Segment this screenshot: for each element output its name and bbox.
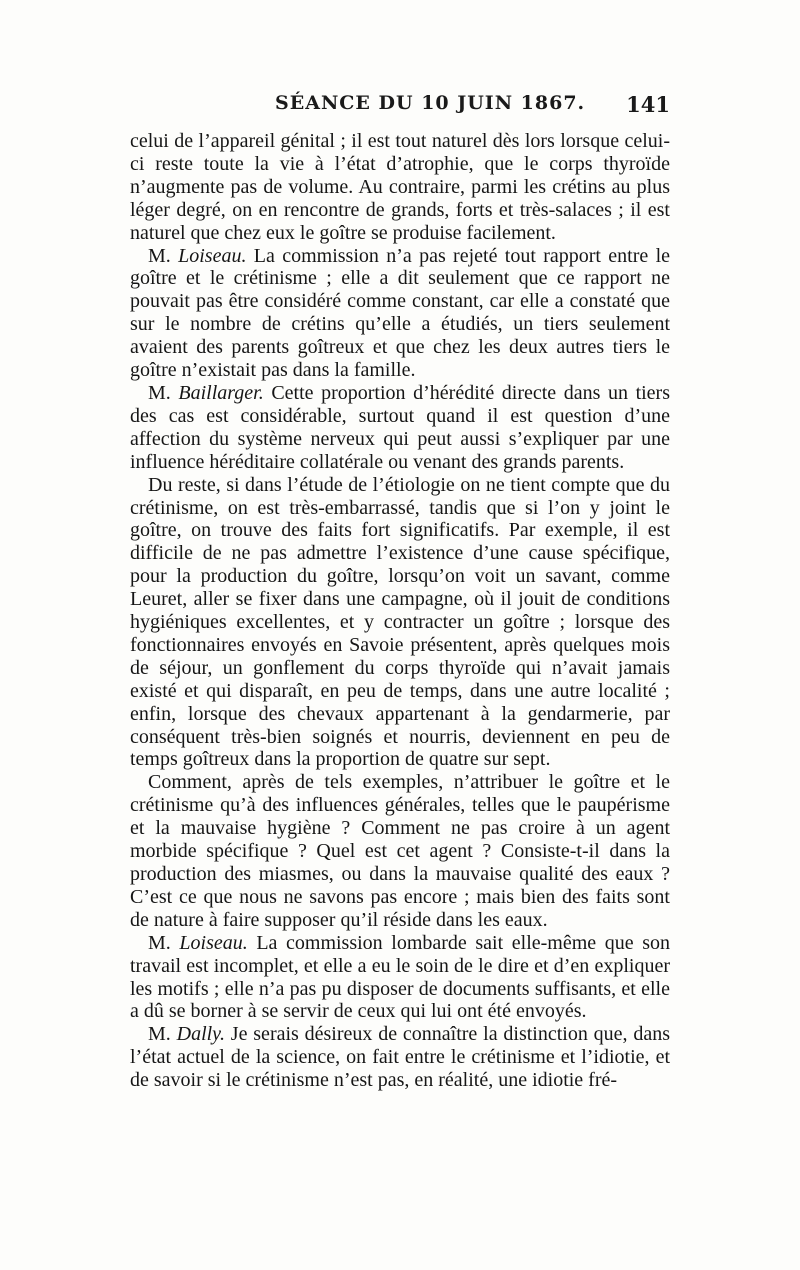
paragraph: [130, 245, 670, 382]
speaker-name: Loiseau.: [178, 244, 247, 267]
speaker-prefix: M.: [148, 244, 171, 267]
speaker-prefix: M.: [148, 1023, 171, 1046]
running-title: SÉANCE DU 10 JUIN 1867.: [275, 92, 586, 114]
paragraph-text: Du reste, si dans l’étude de l’étiologie on ne tient compte que du crétinisme, on est très-embarrassé, tandis que si l’on y joint le goître, on trouve des faits fort significatifs. Par exemple, il est difficile de ne pas admettre l’existence d’une cause spécifique, pour la production du goître, lorsqu’on voit un savant, comme Leuret, aller se fixer dans une campagne, où il jouit de conditions hygiéniques excellentes, et y contracter un goître ; lorsque des fonctionnaires envoyés en Savoie présentent, après quelques mois de séjour, un gonflement du corps thyroïde qui n’avait jamais existé et qui disparaît, en peu de temps, dans une autre localité ; enfin, lorsque des chevaux appartenant à la gendarmerie, par conséquent très-bien soignés et nourris, deviennent en peu de temps goîtreux dans la proportion de quatre sur sept.: [130, 473, 670, 771]
paragraph-text: Je serais désireux de connaître la distinction que, dans l’état actuel de la science, on fait entre le crétinisme et l’idiotie, et de savoir si le crétinisme n’est pas, en réalité, une idiotie fré-: [130, 1023, 671, 1092]
paragraph-text: La commission lombarde sait elle-même que son travail est incomplet, et elle a eu le soin de le dire et d’en expliquer les motifs ; elle n’a pas pu disposer de documents suffisants, et elle a dû se borner à se servir de ceux qui lui ont été envoyés.: [130, 931, 670, 1023]
paragraph: [130, 382, 670, 474]
paragraph: [130, 1023, 670, 1092]
speaker-name: Dally.: [176, 1023, 225, 1046]
running-head: [130, 92, 670, 120]
paragraph: [130, 771, 670, 931]
paragraph: [130, 130, 670, 245]
page-number: 141: [626, 92, 670, 117]
paragraph-text: Cette proportion d’hérédité directe dans un tiers des cas est considérable, surtout quand il est question d’une affection du système nerveux qui peut aussi s’expliquer par une influence héréditaire collatérale ou venant des grands parents.: [130, 381, 670, 473]
body-text: [130, 130, 670, 1092]
speaker-prefix: M.: [148, 931, 171, 954]
paragraph-text: Comment, après de tels exemples, n’attribuer le goître et le crétinisme qu’à des influences générales, telles que le paupérisme et la mauvaise hygiène ? Comment ne pas croire à un agent morbide spécifique ? Quel est cet agent ? Consiste-t-il dans la production des miasmes, ou dans la mauvaise qualité des eaux ? C’est ce que nous ne savons pas encore ; mais bien des faits sont de nature à faire supposer qu’il réside dans les eaux.: [130, 771, 670, 931]
paragraph: [130, 932, 670, 1024]
paragraph-text: La commission n’a pas rejeté tout rapport entre le goître et le crétinisme ; elle a dit seulement que ce rapport ne pouvait pas être considéré comme constant, car elle a constaté que sur le nombre de crétins qu’elle a étudiés, un tiers seulement avaient des parents goîtreux et que chez les deux autres tiers le goître n’existait pas dans la famille.: [130, 244, 671, 382]
paragraph: [130, 474, 670, 772]
paragraph-text: celui de l’appareil génital ; il est tout naturel dès lors lorsque celui-ci reste toute la vie à l’état d’atrophie, que le corps thyroïde n’augmente pas de volume. Au contraire, parmi les crétins au plus léger degré, on en rencontre de grands, forts et très-salaces ; il est naturel que chez eux le goître se produise facilement.: [130, 130, 670, 244]
speaker-name: Baillarger.: [178, 381, 264, 404]
speaker-name: Loiseau.: [179, 931, 248, 954]
speaker-prefix: M.: [148, 381, 171, 404]
